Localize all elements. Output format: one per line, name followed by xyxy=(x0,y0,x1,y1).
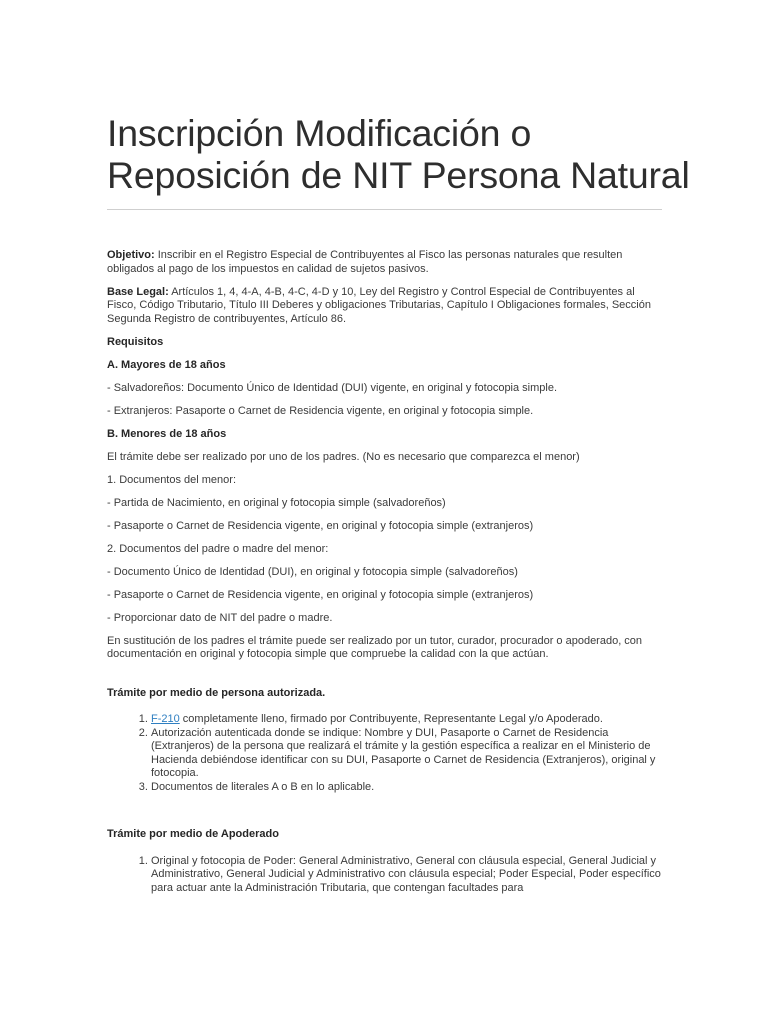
objetivo-label: Objetivo: xyxy=(107,249,155,261)
menores-item: - Pasaporte o Carnet de Residencia vigente, en original y fotocopia simple (extranjeros) xyxy=(107,588,534,601)
menores-item: - Proporcionar dato de NIT del padre o madre. xyxy=(107,611,333,624)
page-title-line-1: Inscripción Modificación o xyxy=(107,112,532,154)
apoderado-heading: Trámite por medio de Apoderado xyxy=(107,828,279,840)
list-item: 2. Autorización autenticada donde se indique: Nombre y DUI, Pasaporte o Carnet de Residencia (Extranjeros) de la persona que realizará el trámite y la gestión específica a realizar en el Ministerio de Hacienda debiéndose identificar con su DUI, Pasaporte o Carnet de Residencia (Extranjeros), original y fotocopia. xyxy=(151,727,667,781)
menores-item: - Pasaporte o Carnet de Residencia vigente, en original y fotocopia simple (extranjeros) xyxy=(107,519,534,532)
base-legal-text: Artículos 1, 4, 4-A, 4-B, 4-C, 4-D y 10, Ley del Registro y Control Especial de Contribuyentes al Fisco, Código Tributario, Título III Deberes y obligaciones Tributarias, Capítulo I Obligaciones formales, Sección Segunda Registro de contribuyentes, Artículo 86. xyxy=(107,285,651,325)
page-title-line-2: Reposición de NIT Persona Natural xyxy=(107,154,690,196)
autorizada-list xyxy=(107,713,667,794)
mayores-heading: A. Mayores de 18 años xyxy=(107,358,226,371)
list-item xyxy=(151,713,667,727)
mayores-item-extranjeros: - Extranjeros: Pasaporte o Carnet de Residencia vigente, en original y fotocopia simple. xyxy=(107,404,534,417)
list-item: 1. Original y fotocopia de Poder: General Administrativo, General con cláusula especial, General Judicial y Administrativo, General Judicial y Administrativo con cláusula especial; Poder Especial, Poder específico para actuar ante la Administración Tributaria, que contengan facultades para xyxy=(151,855,667,896)
menores-item: - Partida de Nacimiento, en original y fotocopia simple (salvadoreños) xyxy=(107,496,446,509)
apoderado-list xyxy=(107,855,667,896)
page-title xyxy=(107,112,707,196)
list-item: 3. Documentos de literales A o B en lo aplicable. xyxy=(151,781,667,795)
base-legal-label: Base Legal: xyxy=(107,285,169,298)
objetivo-text: Inscribir en el Registro Especial de Contribuyentes al Fisco las personas naturales que resulten obligados al pago de los impuestos en calidad de sujetos pasivos. xyxy=(107,249,623,275)
title-divider xyxy=(107,209,662,210)
menores-item-sustitucion: En sustitución de los padres el trámite puede ser realizado por un tutor, curador, procurador o apoderado, con documentación en original y fotocopia simple que compruebe la calidad con la que actúan. xyxy=(107,634,643,660)
requisitos-heading: Requisitos xyxy=(107,335,164,348)
menores-heading: B. Menores de 18 años xyxy=(107,427,227,440)
menores-item: 2. Documentos del padre o madre del menor: xyxy=(107,542,329,555)
list-item-text: completamente lleno, firmado por Contribuyente, Representante Legal y/o Apoderado. xyxy=(179,713,603,725)
menores-item: El trámite debe ser realizado por uno de los padres. (No es necesario que comparezca el menor) xyxy=(107,450,580,463)
f-210-link[interactable]: F-210 xyxy=(151,713,180,725)
objetivo-paragraph xyxy=(107,249,667,276)
autorizada-heading: Trámite por medio de persona autorizada. xyxy=(107,686,326,699)
menores-item: - Documento Único de Identidad (DUI), en original y fotocopia simple (salvadoreños) xyxy=(107,565,518,578)
menores-item: 1. Documentos del menor: xyxy=(107,473,237,486)
base-legal-paragraph xyxy=(107,286,667,327)
document-body xyxy=(107,249,667,895)
mayores-item-salvadorenos: - Salvadoreños: Documento Único de Identidad (DUI) vigente, en original y fotocopia simple. xyxy=(107,381,558,394)
